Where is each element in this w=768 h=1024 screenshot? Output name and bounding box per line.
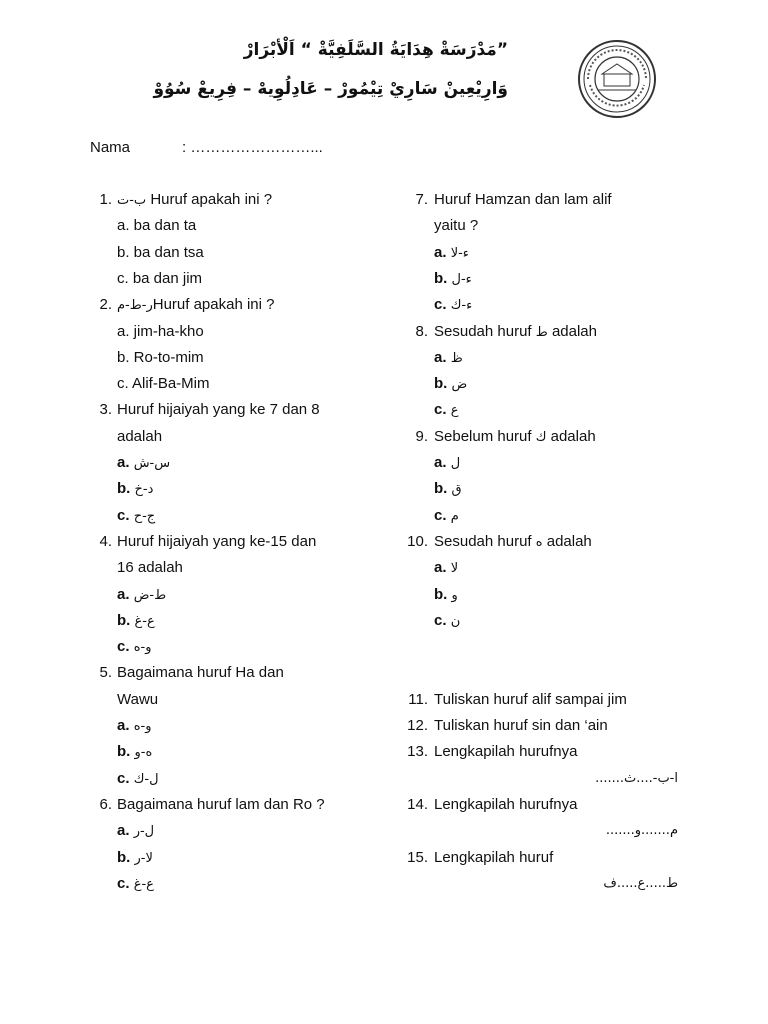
question-text <box>434 321 597 344</box>
text: Huruf apakah ini ? <box>146 191 273 208</box>
question-text <box>117 294 274 317</box>
question-number: 4. <box>99 532 112 550</box>
option-letter: c. <box>117 874 134 892</box>
answer-option <box>117 215 196 237</box>
arabic-letters: م <box>450 508 459 524</box>
text: Huruf hijaiyah yang ke 7 dan 8 <box>117 401 320 419</box>
question-number: 13. <box>407 743 428 761</box>
option-letter: b. <box>117 743 135 761</box>
question-number: 10. <box>407 532 428 550</box>
arabic-letters: ط-ض <box>133 587 167 603</box>
answer-option <box>117 347 204 369</box>
answer-option <box>434 505 459 528</box>
arabic-letters: ء-لا <box>450 245 469 261</box>
option-letter: b. <box>434 585 452 603</box>
arabic-letters: و-ه <box>133 719 152 734</box>
arabic-letters: ر-ط-م <box>117 298 153 314</box>
option-letter: c. <box>434 611 451 629</box>
question-number: 8. <box>415 322 428 340</box>
fill-in-blank: ط.....ع.....ف <box>603 875 678 891</box>
text: Tuliskan huruf sin dan ‘ain <box>434 717 608 734</box>
text: Sesudah huruf <box>434 532 536 550</box>
text: adalah <box>547 322 597 340</box>
question-text <box>117 662 284 684</box>
text: Lengkapilah hurufnya <box>434 743 578 761</box>
question-number: 7. <box>415 191 428 208</box>
text: Bagaimana huruf Ha dan <box>117 664 284 682</box>
arabic-letters: ب-ت <box>117 193 147 208</box>
arabic-letters: ن <box>450 613 461 629</box>
option-letter: b. <box>434 375 452 393</box>
arabic-letters: ل-ر <box>133 824 155 840</box>
answer-option <box>434 347 463 370</box>
answer-option <box>117 242 204 264</box>
question-text <box>434 741 577 763</box>
question-number: 12. <box>407 717 428 734</box>
option-letter: a. <box>434 348 451 366</box>
answer-option <box>434 215 478 237</box>
text: Lengkapilah hurufnya <box>434 795 578 813</box>
answer-option <box>117 636 151 659</box>
question-text <box>434 715 608 737</box>
arabic-letters: ع-غ <box>134 613 155 629</box>
answer-option <box>434 294 472 317</box>
option-letter: c. <box>117 638 134 656</box>
arabic-letters: ق <box>451 482 462 498</box>
answer-option <box>117 557 183 579</box>
text: Huruf apakah ini ? <box>152 296 275 314</box>
question-text <box>117 794 325 816</box>
arabic-letters: د-خ <box>134 482 154 498</box>
school-address-arabic: وَارِيْعِينْ سَارِيْ تِيْمُورْ – عَادِلُوِيهْ – فِرِيعْ سُوُوْ <box>153 79 508 99</box>
answer-option <box>434 399 458 422</box>
answer-option <box>117 452 170 475</box>
arabic-letters: ع <box>450 403 459 419</box>
answer-option <box>434 584 458 607</box>
answer-option <box>117 689 158 711</box>
option-letter: c. <box>117 506 134 524</box>
arabic-letters: ظ <box>450 350 463 366</box>
answer-option <box>117 768 159 791</box>
option-letter: c. <box>434 506 451 524</box>
option-letter: c. <box>434 401 451 419</box>
arabic-letters: لا-ر <box>134 850 153 866</box>
school-name-arabic: ”مَدْرَسَةْ هِدَايَةُ السَّلَفِيَّةْ “ اَلْأبْرَارْ <box>243 40 508 60</box>
text: adalah <box>546 427 596 445</box>
answer-option <box>117 715 151 738</box>
option-letter: a. <box>117 454 134 471</box>
text: Wawu <box>117 690 159 708</box>
option-letter: c. <box>434 296 451 314</box>
question-text <box>434 531 592 554</box>
answer-option <box>117 610 155 633</box>
question-text <box>117 531 316 553</box>
question-number: 9. <box>415 427 428 445</box>
question-number: 6. <box>99 795 112 813</box>
arabic-letters: لا <box>450 561 459 577</box>
text: c. Alif-Ba-Mim <box>117 375 210 393</box>
text: Sebelum huruf <box>434 427 536 445</box>
text: c. ba dan jim <box>117 269 203 287</box>
name-label: Nama <box>90 139 131 156</box>
question-number: 5. <box>99 664 112 682</box>
answer-option <box>117 268 202 290</box>
arabic-letters: ء-ك <box>450 298 473 314</box>
option-letter: b. <box>117 611 135 629</box>
text: Huruf Hamzan dan lam alif <box>434 191 612 208</box>
text: adalah <box>542 532 592 550</box>
text: b. Ro-to-mim <box>117 348 204 366</box>
arabic-letters: ء-ل <box>451 271 472 287</box>
text: Tuliskan huruf alif sampai jim <box>434 690 627 708</box>
arabic-letters: س-ش <box>133 456 171 471</box>
question-number: 15. <box>407 848 428 866</box>
answer-option <box>117 584 166 607</box>
answer-option <box>434 478 462 501</box>
question-text <box>434 794 577 816</box>
text: Huruf hijaiyah yang ke-15 dan <box>117 532 317 550</box>
answer-option <box>117 847 153 870</box>
text: a. ba dan ta <box>117 217 197 235</box>
text: Lengkapilah huruf <box>434 848 554 866</box>
question-text <box>117 189 272 212</box>
text: adalah <box>117 427 163 445</box>
name-field <box>90 139 323 156</box>
arabic-letters: ض <box>451 377 468 393</box>
option-letter: b. <box>434 480 452 498</box>
option-letter: c. <box>117 769 134 787</box>
question-text <box>434 847 553 869</box>
answer-option <box>434 557 458 580</box>
question-number: 1. <box>99 191 112 208</box>
answer-option <box>117 873 154 896</box>
question-text <box>117 399 320 421</box>
text: 16 adalah <box>117 559 183 577</box>
text: a. jim-ha-kho <box>117 322 204 340</box>
arabic-letters: و <box>451 587 458 603</box>
arabic-letters: ك <box>535 429 547 445</box>
arabic-letters: ع-غ <box>133 876 154 892</box>
option-letter: b. <box>117 848 135 866</box>
arabic-letters: ج-ح <box>133 508 156 524</box>
text: Bagaimana huruf lam dan Ro ? <box>117 795 325 813</box>
answer-option <box>117 478 153 501</box>
arabic-letters: ه <box>535 534 543 550</box>
arabic-letters: ط <box>535 324 548 340</box>
answer-option <box>434 268 472 291</box>
arabic-letters: ه-و <box>134 745 153 761</box>
fill-in-blank: ا-ب-....ث....... <box>595 770 678 786</box>
answer-option <box>117 741 152 764</box>
question-text <box>434 189 612 211</box>
answer-option <box>117 373 210 395</box>
option-letter: a. <box>117 822 134 840</box>
text: Sesudah huruf <box>434 322 536 340</box>
arabic-letters: ل-ك <box>133 771 159 787</box>
answer-option <box>434 242 469 265</box>
name-blank: : ……………………... <box>182 139 323 156</box>
option-letter: b. <box>117 480 135 498</box>
question-number: 11. <box>408 690 428 708</box>
answer-option <box>434 452 460 475</box>
answer-option <box>434 610 460 633</box>
option-letter: a. <box>434 454 451 471</box>
text: b. ba dan tsa <box>117 243 204 261</box>
option-letter: a. <box>117 717 134 734</box>
text: yaitu ? <box>434 217 479 235</box>
answer-option <box>434 373 467 396</box>
option-letter: a. <box>117 585 134 603</box>
question-number: 14. <box>407 795 428 813</box>
answer-option <box>117 820 154 843</box>
arabic-letters: و-ه <box>133 640 152 656</box>
fill-in-blank: م.......و....... <box>605 823 678 839</box>
option-letter: a. <box>434 559 451 577</box>
answer-option <box>117 505 155 528</box>
option-letter: a. <box>434 243 451 261</box>
question-number: 3. <box>99 401 112 419</box>
question-text <box>434 689 627 711</box>
school-seal-logo <box>576 38 658 120</box>
question-text <box>434 426 596 449</box>
answer-option <box>117 426 162 448</box>
answer-option <box>117 321 204 343</box>
question-number: 2. <box>99 296 112 314</box>
arabic-letters: ل <box>450 456 461 471</box>
option-letter: b. <box>434 269 452 287</box>
